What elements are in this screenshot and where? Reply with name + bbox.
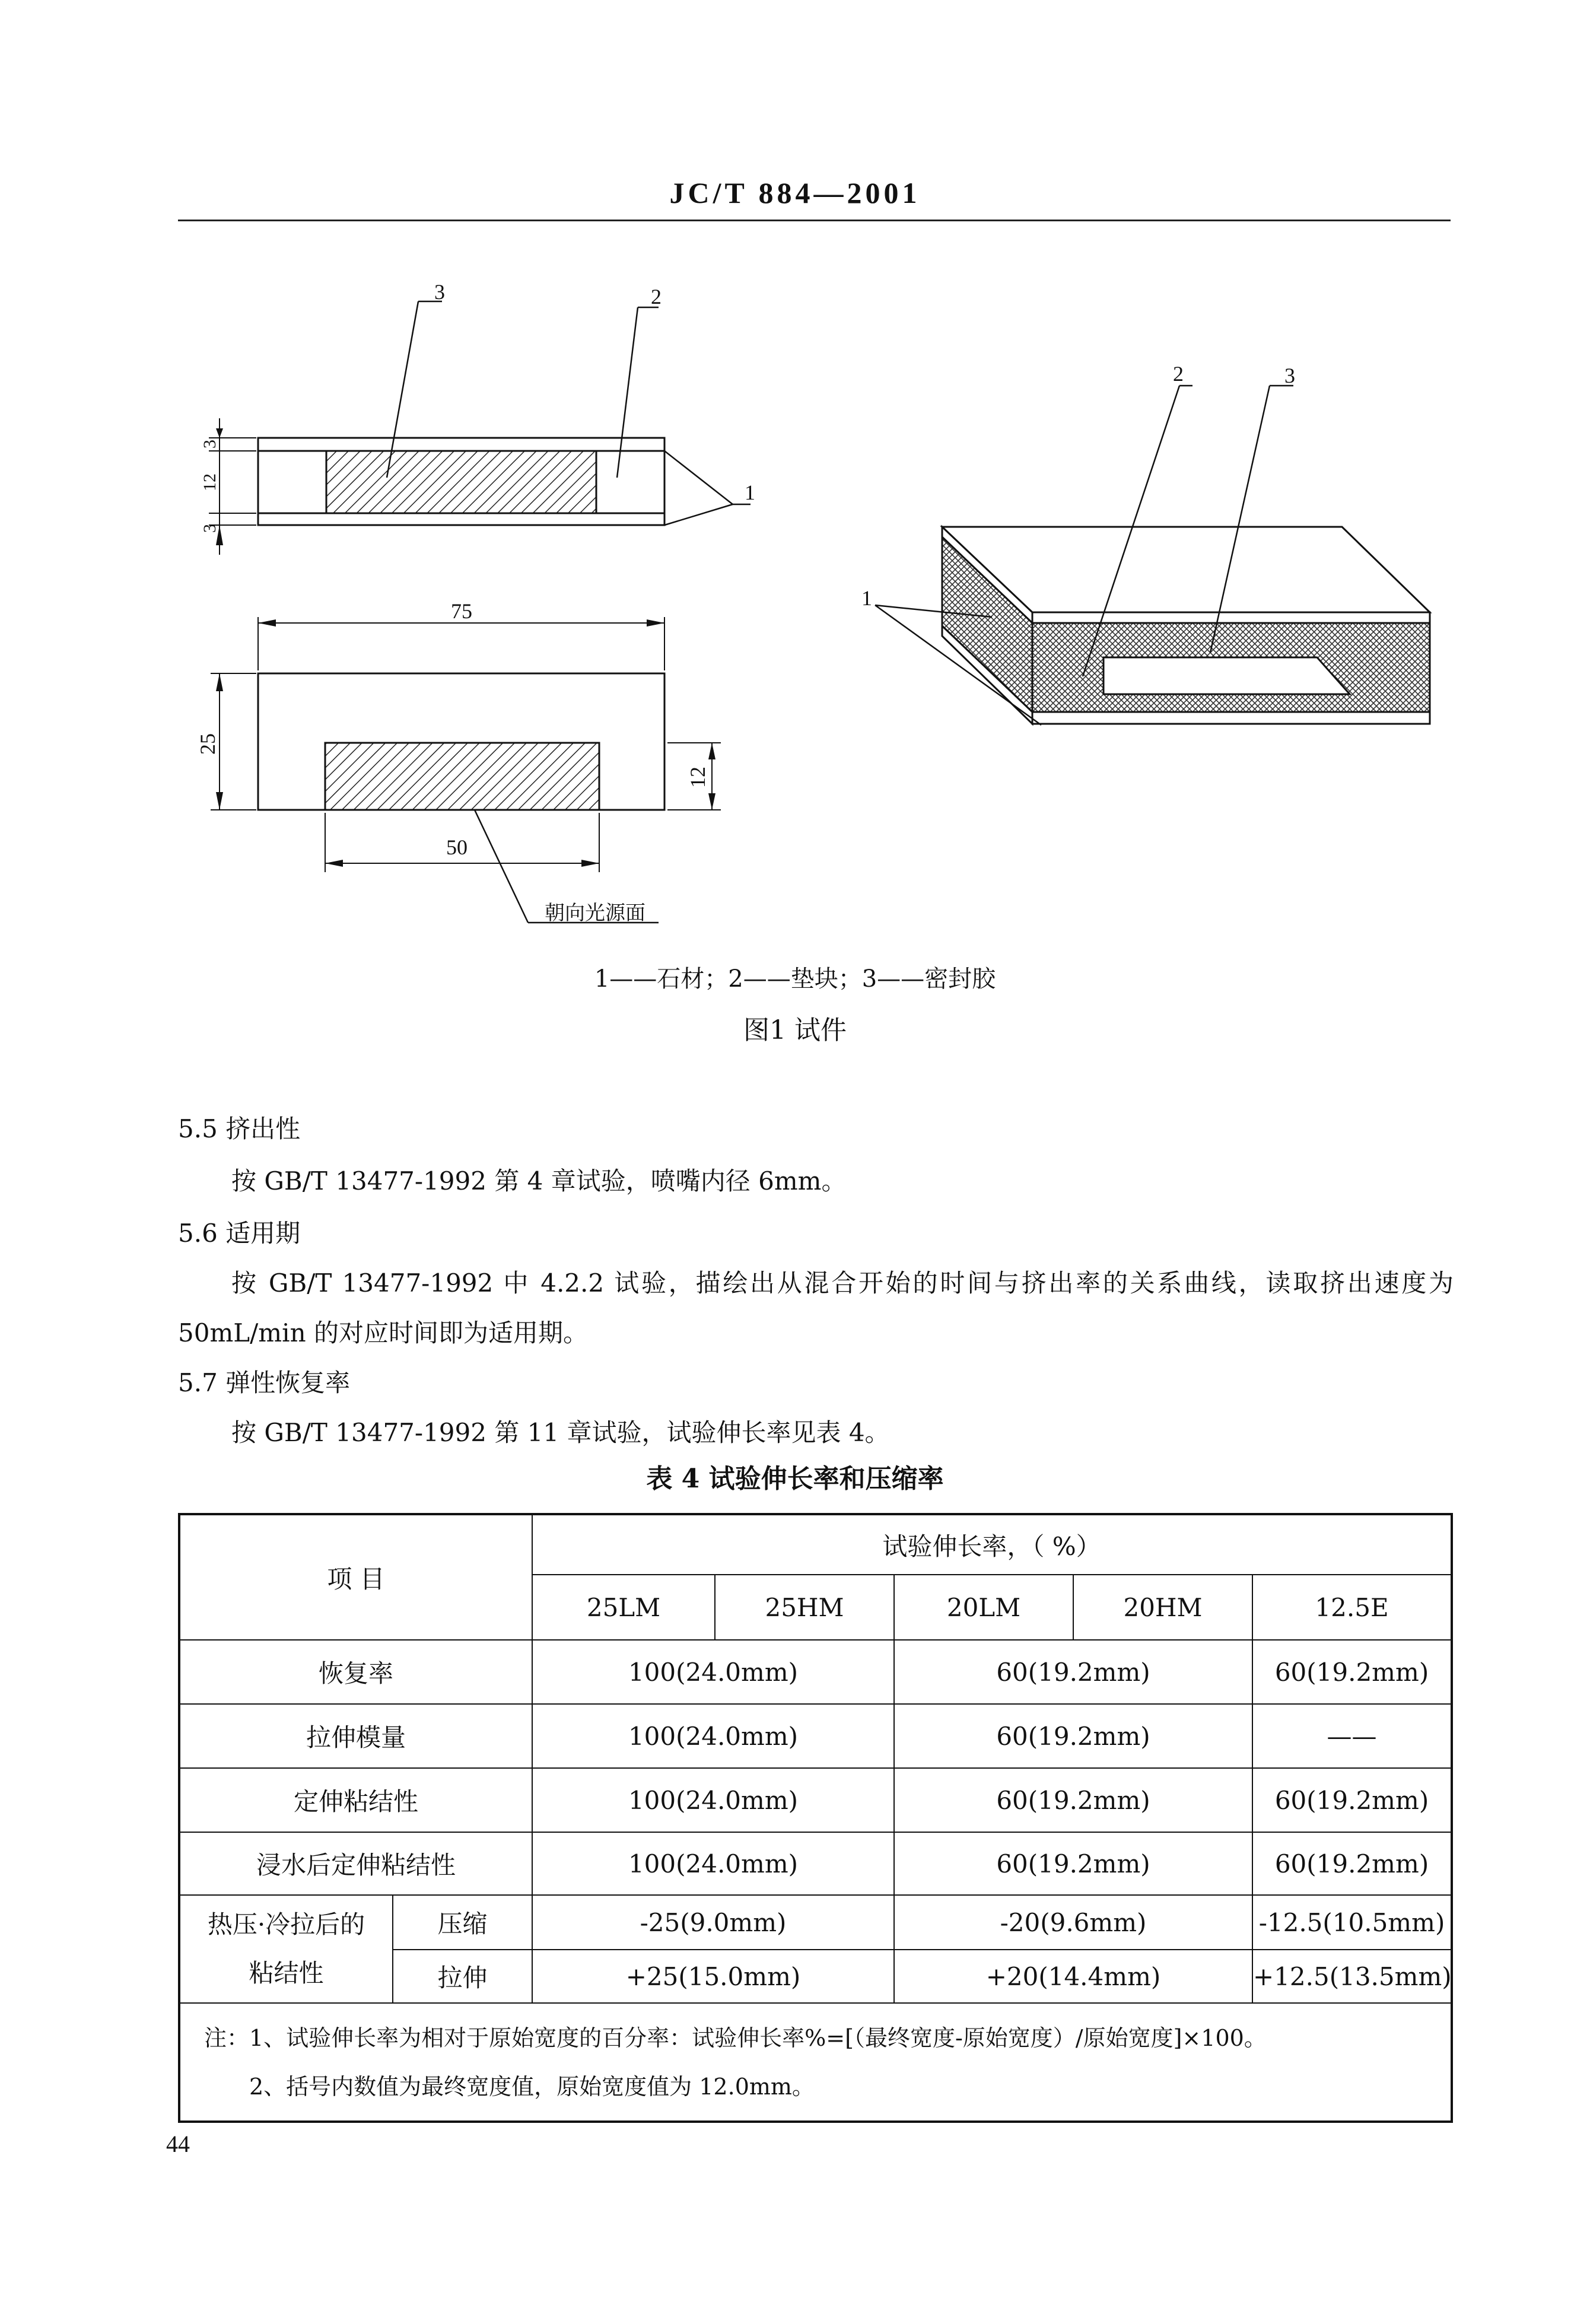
side-view (209, 301, 751, 555)
dim-3-bottom: 3 (200, 524, 220, 533)
tension-25: +25(15.0mm) (532, 1950, 894, 2003)
tension-20: +20(14.4mm) (894, 1950, 1252, 2003)
grade-12-5e: 12.5E (1252, 1575, 1452, 1640)
table-row (179, 1832, 1452, 1895)
value-20: 60(19.2mm) (894, 1768, 1252, 1832)
row-label: 定伸粘结性 (179, 1768, 532, 1832)
hot-label-line2: 粘结性 (249, 1959, 324, 1988)
section-5-6-title: 5.6 适用期 (178, 1219, 301, 1248)
value-25: 100(24.0mm) (532, 1640, 894, 1704)
dim-3-top: 3 (200, 440, 220, 449)
elongation-table (178, 1513, 1453, 2123)
table-note (179, 2003, 1452, 2122)
specimen-figure (0, 0, 1590, 961)
value-25: 100(24.0mm) (532, 1704, 894, 1768)
dim-50: 50 (446, 835, 468, 859)
isometric-view (875, 386, 1430, 725)
value-20: 60(19.2mm) (894, 1704, 1252, 1768)
note-2: 2、括号内数值为最终宽度值，原始宽度值为 12.0mm。 (249, 2073, 815, 2100)
table-4-title: 表 4 试验伸长率和压缩率 (646, 1464, 944, 1494)
section-5-5-title: 5.5 挤出性 (178, 1114, 301, 1143)
callout-1-side: 1 (745, 481, 755, 504)
page-number: 44 (166, 2131, 190, 2157)
table-row (179, 1895, 1452, 1950)
grade-25hm: 25HM (715, 1575, 894, 1640)
standard-code-header: JC/T 884—2001 (669, 176, 921, 209)
hot-label-line1: 热压·冷拉后的 (207, 1910, 365, 1939)
value-12-5: 60(19.2mm) (1252, 1832, 1452, 1895)
item-header: 项 目 (179, 1514, 532, 1640)
dim-12-top-view: 12 (686, 767, 710, 788)
row-label: 恢复率 (179, 1640, 532, 1704)
compress-25: -25(9.0mm) (532, 1895, 894, 1950)
callout-2-iso: 2 (1173, 362, 1184, 386)
figure-caption: 图1 试件 (743, 1015, 847, 1045)
light-source-face-label: 朝向光源面 (545, 901, 645, 925)
figure-legend: 1——石材；2——垫块；3——密封胶 (594, 965, 996, 993)
section-5-7-text: 按 GB/T 13477-1992 第 11 章试验，试验伸长率见表 4。 (231, 1418, 890, 1447)
row-label: 浸水后定伸粘结性 (179, 1832, 532, 1895)
section-5-6-text-line1: 按 GB/T 13477-1992 中 4.2.2 试验，描绘出从混合开始的时间与挤出率的关系曲线，读取挤出速度为 (231, 1268, 1454, 1298)
table-row (179, 1768, 1452, 1832)
table-row (179, 1640, 1452, 1704)
grade-20hm: 20HM (1073, 1575, 1252, 1640)
note-1: 注：1、试验伸长率为相对于原始宽度的百分率：试验伸长率%=[（最终宽度-原始宽度）/原始宽度]×100。 (204, 2024, 1267, 2051)
value-12-5: 60(19.2mm) (1252, 1768, 1452, 1832)
compress-12-5: -12.5(10.5mm) (1252, 1895, 1452, 1950)
value-25: 100(24.0mm) (532, 1768, 894, 1832)
callout-2-side: 2 (651, 285, 662, 309)
section-5-7-title: 5.7 弹性恢复率 (178, 1368, 351, 1397)
callout-1-iso: 1 (861, 586, 872, 610)
callout-3-side: 3 (434, 280, 445, 304)
section-5-5-text: 按 GB/T 13477-1992 第 4 章试验，喷嘴内径 6mm。 (231, 1166, 847, 1196)
compress-20: -20(9.6mm) (894, 1895, 1252, 1950)
grade-25lm: 25LM (532, 1575, 715, 1640)
table-row (179, 1704, 1452, 1768)
dim-75: 75 (451, 599, 472, 623)
value-12-5: 60(19.2mm) (1252, 1640, 1452, 1704)
compress-label: 压缩 (393, 1895, 532, 1950)
value-12-5: —— (1252, 1704, 1452, 1768)
value-20: 60(19.2mm) (894, 1832, 1252, 1895)
hot-press-cold-draw-label (179, 1895, 393, 2003)
top-view (211, 617, 721, 923)
row-label: 拉伸模量 (179, 1704, 532, 1768)
grade-20lm: 20LM (894, 1575, 1073, 1640)
value-25: 100(24.0mm) (532, 1832, 894, 1895)
section-5-6-text-line2: 50mL/min 的对应时间即为适用期。 (178, 1318, 588, 1347)
callout-3-iso: 3 (1284, 364, 1295, 387)
dim-12-side-view: 12 (200, 473, 220, 491)
dim-25: 25 (196, 733, 220, 755)
tension-12-5: +12.5(13.5mm) (1252, 1950, 1452, 2003)
elongation-group-header: 试验伸长率，（ %） (532, 1514, 1452, 1575)
value-20: 60(19.2mm) (894, 1640, 1252, 1704)
tension-label: 拉伸 (393, 1950, 532, 2003)
